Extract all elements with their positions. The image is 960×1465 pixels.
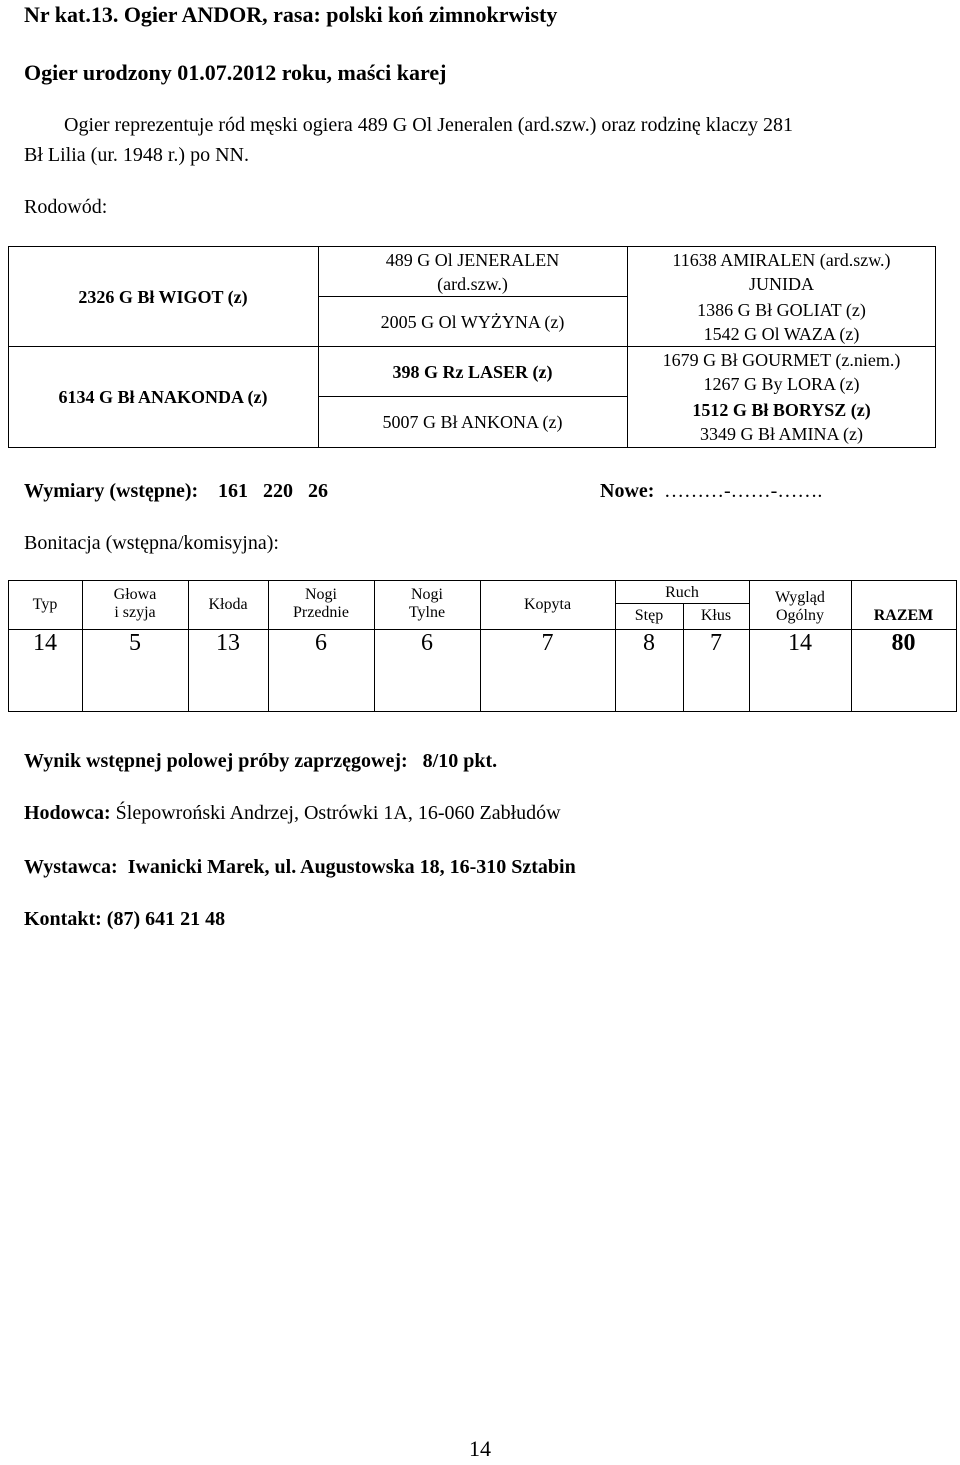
pedigree-table bbox=[8, 246, 936, 448]
measurements-label: Wymiary (wstępne): bbox=[24, 480, 199, 502]
header-nogi-tylne-1: Nogi bbox=[411, 586, 443, 603]
pedigree-ggp-3: 1386 G Bł GOLIAT (z) bbox=[697, 300, 866, 320]
description-line-1: Ogier reprezentuje ród męski ogiera 489 G Ol Jeneralen (ard.szw.) oraz rodzinę klaczy 281 bbox=[64, 114, 793, 136]
pedigree-ggp-7: 1512 G Bł BORYSZ (z) bbox=[692, 400, 871, 420]
pedigree-sire-dam: 2005 G Ol WYŻYNA (z) bbox=[380, 312, 565, 332]
score-razem: 80 bbox=[891, 630, 916, 656]
score-nogi-tylne: 6 bbox=[421, 630, 433, 656]
measurements-values: 161 220 26 bbox=[218, 480, 328, 502]
page-title bbox=[24, 2, 557, 28]
new-measurements-values: ………-……-……. bbox=[664, 480, 823, 502]
bonitation-label: Bonitacja (wstępna/komisyjna): bbox=[24, 532, 279, 554]
pedigree-ggp-5: 1679 G Bł GOURMET (z.niem.) bbox=[662, 350, 901, 370]
description-line-2: Bł Lilia (ur. 1948 r.) po NN. bbox=[24, 144, 249, 166]
pedigree-label: Rodowód: bbox=[24, 196, 108, 218]
pedigree-ggp-4: 1542 G Ol WAZA (z) bbox=[703, 324, 860, 344]
header-nogi-tylne-2: Tylne bbox=[408, 604, 446, 621]
draft-test-result: Wynik wstępnej polowej próby zaprzęgowej: 8/10 pkt. bbox=[24, 750, 498, 772]
pedigree-ggp-1: 11638 AMIRALEN (ard.szw.) bbox=[672, 250, 891, 270]
breeder-value: Ślepowroński Andrzej, Ostrówki 1A, 16-060 Zabłudów bbox=[110, 802, 561, 824]
header-razem: RAZEM bbox=[873, 607, 934, 624]
pedigree-ggp-6: 1267 G By LORA (z) bbox=[703, 374, 860, 394]
score-typ: 14 bbox=[33, 630, 57, 656]
header-kopyta: Kopyta bbox=[523, 596, 572, 613]
score-nogi-przednie: 6 bbox=[315, 630, 327, 656]
header-wyglad-1: Wygląd bbox=[775, 589, 825, 606]
page-number: 14 bbox=[469, 1436, 491, 1461]
title-prefix: Nr kat.13. Ogier bbox=[24, 2, 182, 27]
exhibitor-line bbox=[24, 856, 576, 879]
score-kopyta: 7 bbox=[541, 630, 554, 656]
pedigree-ggp-2: JUNIDA bbox=[749, 274, 814, 294]
header-nogi-przednie-2: Przednie bbox=[293, 604, 349, 621]
header-ruch: Ruch bbox=[665, 584, 699, 601]
score-glowa: 5 bbox=[129, 630, 141, 656]
pedigree-sire-sire: 489 G Ol JENERALEN bbox=[385, 250, 560, 270]
birth-info: Ogier urodzony 01.07.2012 roku, maści karej bbox=[24, 60, 447, 85]
score-klus: 7 bbox=[710, 630, 722, 656]
breeder-line bbox=[24, 802, 561, 825]
header-klus: Kłus bbox=[700, 607, 732, 624]
header-wyglad-2: Ogólny bbox=[776, 607, 824, 624]
breeder-label: Hodowca: bbox=[24, 802, 111, 824]
header-typ: Typ bbox=[32, 596, 58, 613]
pedigree-dam: 6134 G Bł ANAKONDA (z) bbox=[58, 387, 268, 407]
exhibitor-value: Iwanicki Marek, ul. Augustowska 18, 16-310 Sztabin bbox=[117, 856, 576, 878]
pedigree-ggp-8: 3349 G Bł AMINA (z) bbox=[700, 424, 863, 444]
score-table bbox=[8, 580, 957, 712]
header-glowa-2: i szyja bbox=[114, 604, 156, 621]
header-kloda: Kłoda bbox=[208, 596, 248, 613]
pedigree-sire-sire-origin: (ard.szw.) bbox=[437, 274, 508, 294]
header-step: Stęp bbox=[634, 607, 664, 624]
contact-info: Kontakt: (87) 641 21 48 bbox=[24, 908, 226, 930]
title-suffix: , rasa: polski koń zimnokrwisty bbox=[262, 2, 558, 27]
horse-name: ANDOR bbox=[181, 2, 263, 27]
header-nogi-przednie-1: Nogi bbox=[305, 586, 337, 603]
header-glowa-1: Głowa bbox=[113, 586, 157, 603]
pedigree-dam-sire: 398 G Rz LASER (z) bbox=[392, 362, 553, 382]
new-measurements-label: Nowe: bbox=[600, 480, 655, 502]
score-wyglad: 14 bbox=[788, 630, 812, 656]
score-step: 8 bbox=[643, 630, 655, 656]
exhibitor-label: Wystawca: bbox=[24, 856, 118, 878]
pedigree-dam-dam: 5007 G Bł ANKONA (z) bbox=[382, 412, 563, 432]
score-kloda: 13 bbox=[216, 630, 240, 656]
pedigree-sire: 2326 G Bł WIGOT (z) bbox=[78, 287, 248, 307]
